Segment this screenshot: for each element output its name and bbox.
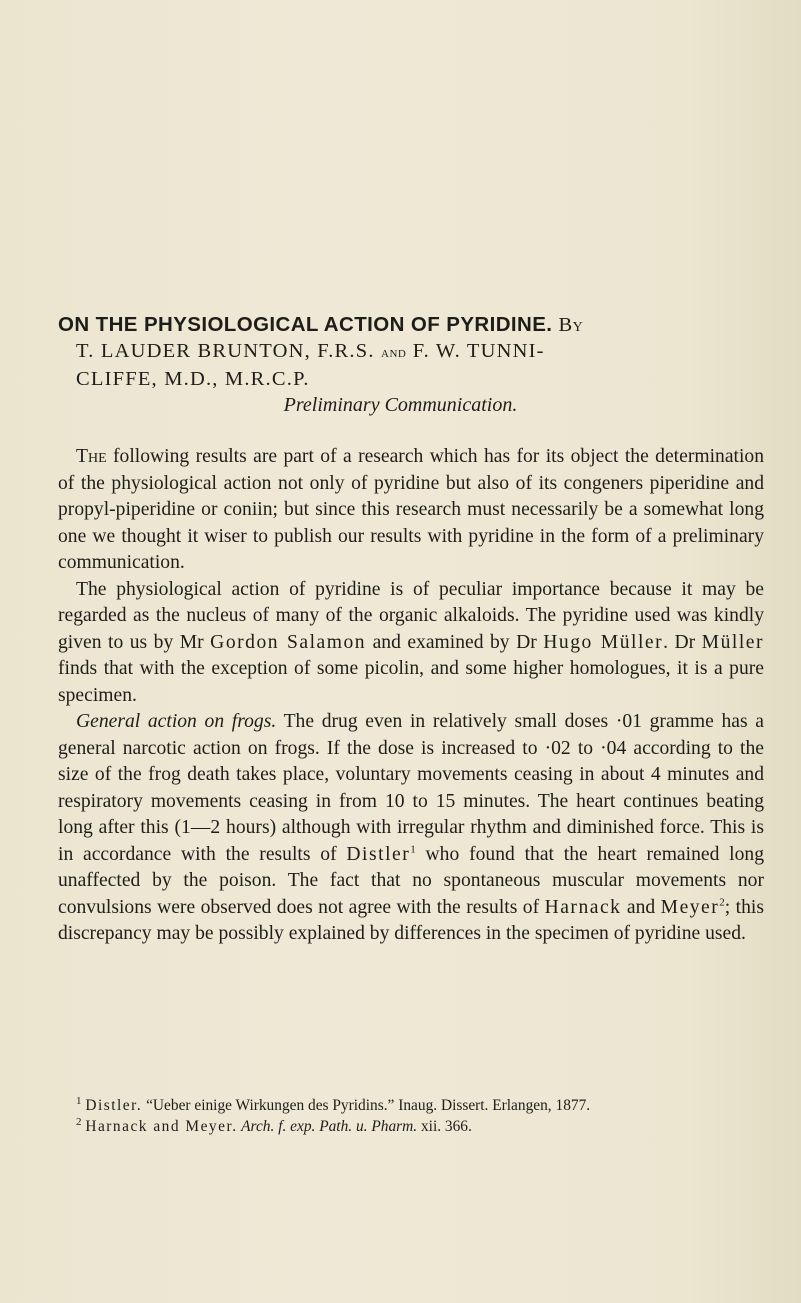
paragraph-3-text-c: and: [621, 896, 661, 918]
title-and: and: [381, 344, 407, 361]
name-harnack: Harnack: [544, 896, 622, 918]
footnote-1: [58, 1095, 768, 1116]
body-text: [58, 444, 764, 948]
title-by: By: [558, 314, 584, 336]
paragraph-2: [58, 577, 764, 710]
article-title: [58, 312, 758, 392]
paragraph-2-text-a: The physiological action of pyridine is of peculiar importance because it may be regarded as the nucleus of many of the organic alkaloids. The pyridine used was kindly given to us by Mr: [58, 578, 764, 653]
paragraph-2-text-d: finds that with the exception of some picolin, and some higher homologues, it is a pure specimen.: [58, 658, 764, 706]
subtitle: Preliminary Communication.: [283, 394, 518, 416]
paragraph-3-text-a: The drug even in relatively small doses ·01 gramme has a general narcotic action on frogs. If the dose is increased to ·02 to ·04 according to the size of the frog death takes place, voluntary movements ceasing in about 4 minutes and respiratory movements ceasing in from 10 to 15 minutes. The heart continues beating long after this (1—2 hours) although with irregular rhythm and diminished force. This is in accordance with the results of: [58, 711, 764, 865]
footnotes: [58, 1095, 768, 1137]
footnote-1-text: “Ueber einige Wirkungen des Pyridins.” Inaug. Dissert. Erlangen, 1877.: [142, 1097, 591, 1114]
footnote-ref-2[interactable]: 2: [719, 895, 725, 908]
footnote-1-number: 1: [76, 1094, 82, 1107]
title-line-3: CLIFFE, M.D., M.R.C.P.: [76, 368, 310, 390]
title-line-1: [58, 312, 758, 338]
author-1: T. LAUDER BRUNTON, F.R.S.: [76, 340, 375, 362]
paragraph-3: [58, 709, 764, 948]
paragraph-3-text-b: who found that the heart remained long unaffected by the poison. The fact that no spontaneous muscular movements nor convulsions were observed does not agree with the results of: [58, 843, 765, 918]
paragraph-1-text: following results are part of a research which has for its object the determination of the physiological action not only of pyridine but also of its congeners piperidine and propyl-piperidine or coniin; but since this research must necessarily be a somewhat long one we thought it wiser to publish our results with pyridine in the form of a preliminary communication.: [58, 446, 764, 573]
author-2: F. W. TUNNI-: [412, 340, 545, 362]
name-meyer: Meyer: [660, 896, 720, 918]
footnote-2: [58, 1116, 768, 1137]
footnote-2-number: 2: [76, 1115, 82, 1128]
title-line-2: [58, 338, 758, 366]
paragraph-2-text-c: . Dr: [663, 631, 702, 653]
name-distler: Distler: [346, 843, 411, 865]
title-text: ON THE PHYSIOLOGICAL ACTION OF PYRIDINE.: [58, 313, 553, 336]
footnote-2-journal: Arch. f. exp. Path. u. Pharm.: [237, 1118, 418, 1135]
name-muller: Hugo Müller: [543, 631, 664, 653]
drop-lead: The: [76, 446, 107, 467]
paragraph-3-text-d: ; this discrepancy may be possibly explained by differences in the specimen of pyridine used.: [58, 896, 764, 944]
paragraph-1: [58, 444, 764, 577]
footnote-1-author: Distler.: [85, 1097, 143, 1114]
name-muller-2: Müller: [701, 631, 764, 653]
footnote-2-author: Harnack and Meyer.: [85, 1118, 238, 1135]
section-heading-frogs: General action on frogs.: [76, 711, 277, 732]
name-salamon: Gordon Salamon: [210, 631, 367, 653]
paragraph-2-text-b: and examined by Dr: [366, 631, 544, 653]
footnote-2-text: xii. 366.: [417, 1118, 472, 1135]
footnote-ref-1[interactable]: 1: [410, 842, 416, 855]
